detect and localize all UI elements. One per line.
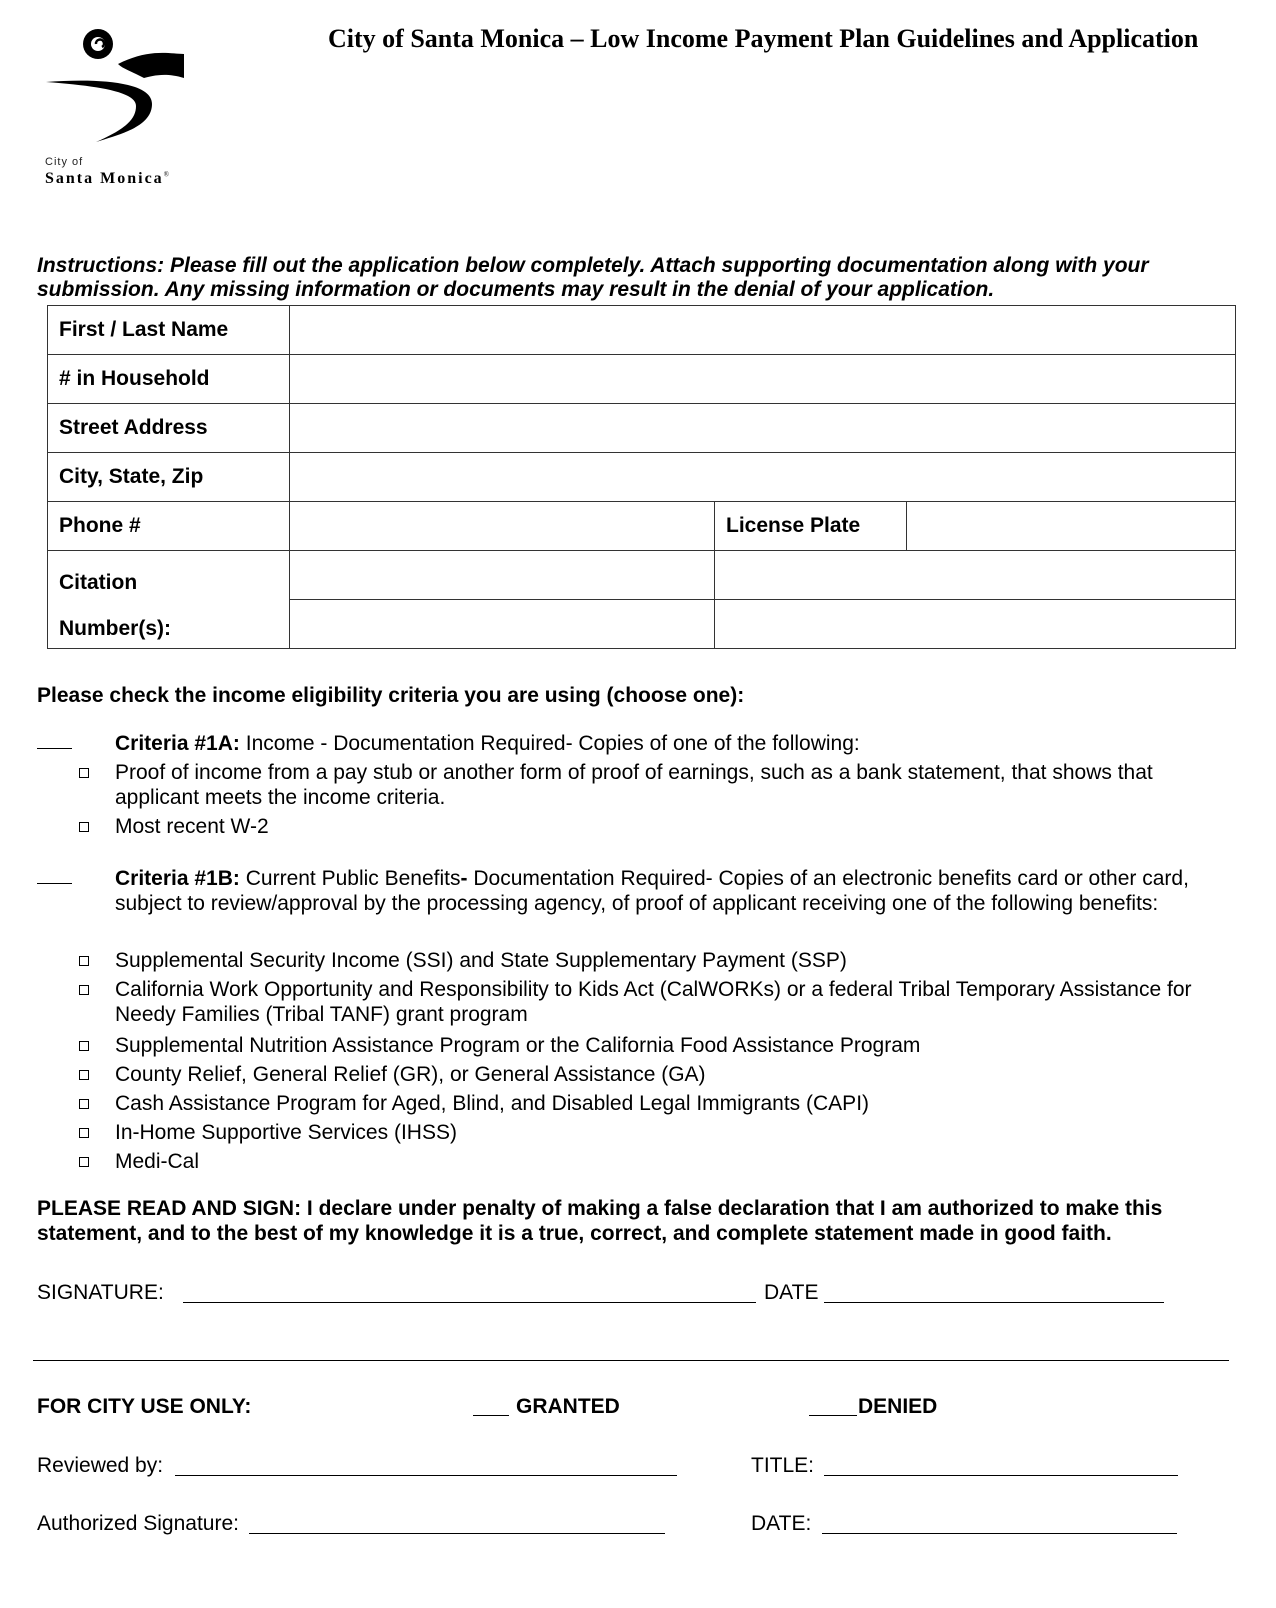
denied-blank[interactable] (809, 1415, 857, 1416)
criteria-1a-item-1: Proof of income from a pay stub or another form of proof of earnings, such as a bank statement, that shows that applicant meets the income criteria. (115, 761, 1153, 809)
citation-field-4[interactable] (715, 600, 1236, 649)
eligibility-question: Please check the income eligibility criteria you are using (choose one): (37, 684, 745, 707)
checkbox-1b-4[interactable] (79, 1070, 89, 1080)
phone-field[interactable] (290, 502, 715, 551)
authorized-signature-line[interactable] (249, 1533, 665, 1534)
checkbox-1b-1[interactable] (79, 956, 89, 966)
granted-blank[interactable] (473, 1415, 509, 1416)
declaration: PLEASE READ AND SIGN: I declare under penalty of making a false declaration that I am authorized to make this statement, and to the best of my knowledge it is a true, correct, and complete statement made in good faith. (37, 1197, 1163, 1245)
registered-mark: ® (163, 170, 169, 179)
criteria-1b-item-5: Cash Assistance Program for Aged, Blind, and Disabled Legal Immigrants (CAPI) (115, 1092, 870, 1115)
criteria-1a-text: Criteria #1A: Income - Documentation Required- Copies of one of the following: (115, 732, 860, 755)
logo-small-text: City of (45, 156, 84, 168)
signature-label: SIGNATURE: (37, 1281, 164, 1304)
license-plate-label: License Plate (715, 502, 907, 551)
street-label: Street Address (48, 404, 290, 453)
checkbox-1a-2[interactable] (79, 822, 89, 832)
name-field[interactable] (290, 306, 1236, 355)
criteria-1b-item-4: County Relief, General Relief (GR), or General Assistance (GA) (115, 1063, 706, 1086)
city-date-line[interactable] (822, 1533, 1177, 1534)
citation-label-line2: Number(s): (59, 617, 172, 640)
household-field[interactable] (290, 355, 1236, 404)
checkbox-1b-2[interactable] (79, 985, 89, 995)
criteria-1a-blank[interactable] (37, 748, 72, 749)
city-date-label: DATE: (751, 1512, 812, 1535)
citation-field-3[interactable] (290, 600, 715, 649)
license-plate-field[interactable] (907, 502, 1236, 551)
logo-big-text: Santa Monica® (45, 170, 169, 187)
title-line[interactable] (824, 1475, 1178, 1476)
city-state-zip-field[interactable] (290, 453, 1236, 502)
reviewed-by-label: Reviewed by: (37, 1454, 164, 1477)
checkbox-1a-1[interactable] (79, 768, 89, 778)
checkbox-1b-3[interactable] (79, 1041, 89, 1051)
criteria-1b-item-1: Supplemental Security Income (SSI) and State Supplementary Payment (SSP) (115, 949, 847, 972)
granted-label: GRANTED (516, 1395, 620, 1418)
criteria-1a-item-2: Most recent W-2 (115, 815, 269, 838)
household-label: # in Household (48, 355, 290, 404)
applicant-info-table (47, 305, 1236, 649)
name-label: First / Last Name (48, 306, 290, 355)
criteria-1b-item-6: In-Home Supportive Services (IHSS) (115, 1121, 457, 1144)
instructions: Instructions: Please fill out the application below completely. Attach supporting documentation along with your submission. Any missing information or documents may result in the denial of your application. (37, 254, 1149, 301)
citation-field-1[interactable] (290, 551, 715, 600)
santa-monica-logo-icon (40, 26, 200, 161)
signature-line[interactable] (183, 1302, 756, 1303)
page-title: City of Santa Monica – Low Income Payment Plan Guidelines and Application (328, 24, 1199, 53)
criteria-1b-text: Criteria #1B: Current Public Benefits- Documentation Required- Copies of an electronic benefits card or other card, subject to review/approval by the processing agency, of proof of applicant receiving one of the following benefits: (115, 867, 1189, 915)
section-divider (33, 1360, 1229, 1361)
criteria-1b-item-3: Supplemental Nutrition Assistance Program or the California Food Assistance Program (115, 1034, 921, 1057)
phone-label: Phone # (48, 502, 290, 551)
citation-label-line1: Citation (59, 571, 138, 594)
criteria-1b-item-7: Medi-Cal (115, 1150, 200, 1173)
authorized-signature-label: Authorized Signature: (37, 1512, 239, 1535)
citation-field-2[interactable] (715, 551, 1236, 600)
criteria-1b-item-2: California Work Opportunity and Responsibility to Kids Act (CalWORKs) or a federal Tribal Temporary Assistance for Needy Families (Tribal TANF) grant program (115, 978, 1192, 1026)
street-field[interactable] (290, 404, 1236, 453)
checkbox-1b-6[interactable] (79, 1128, 89, 1138)
signature-date-label: DATE (764, 1281, 819, 1304)
title-label: TITLE: (751, 1454, 815, 1477)
checkbox-1b-7[interactable] (79, 1157, 89, 1167)
criteria-1b-blank[interactable] (37, 883, 72, 884)
city-use-title: FOR CITY USE ONLY: (37, 1395, 252, 1418)
signature-date-line[interactable] (824, 1302, 1164, 1303)
reviewed-by-line[interactable] (175, 1475, 677, 1476)
denied-label: DENIED (858, 1395, 938, 1418)
city-state-zip-label: City, State, Zip (48, 453, 290, 502)
citation-label (48, 551, 290, 649)
checkbox-1b-5[interactable] (79, 1099, 89, 1109)
